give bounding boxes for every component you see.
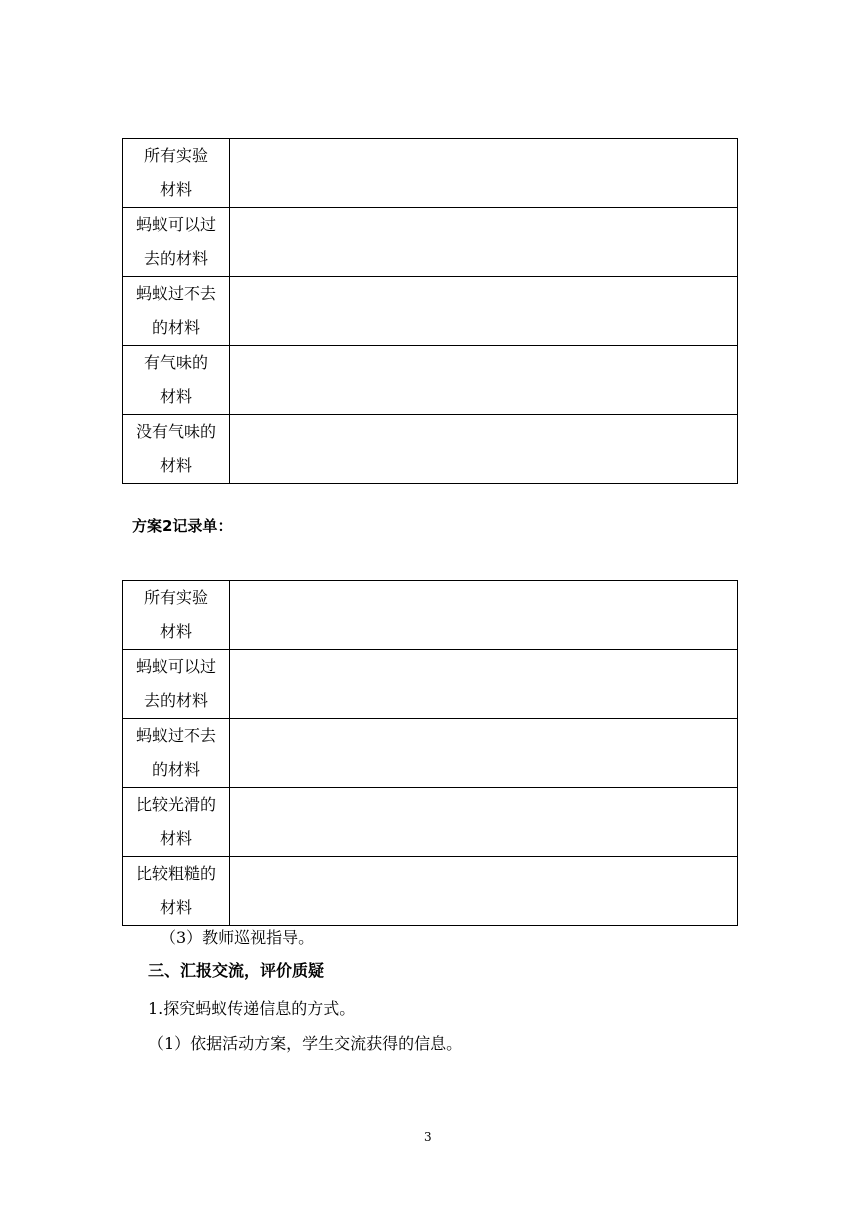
row-value-cell bbox=[230, 719, 738, 788]
row-label-line1: 蚂蚁可以过 bbox=[135, 215, 216, 234]
item1-paragraph: 1.探究蚂蚁传递信息的方式。 bbox=[148, 999, 356, 1018]
row-label-line2: 的材料 bbox=[151, 318, 200, 337]
row-label-line1: 蚂蚁过不去 bbox=[135, 726, 216, 745]
row-label-line1: 所有实验 bbox=[143, 588, 208, 607]
row-label-line2: 材料 bbox=[159, 387, 192, 406]
table-row bbox=[123, 277, 738, 346]
row-label-line2: 去的材料 bbox=[143, 249, 208, 268]
table-row bbox=[123, 139, 738, 208]
page-number: 3 bbox=[424, 1130, 432, 1144]
row-label bbox=[123, 857, 230, 926]
row-value-cell bbox=[230, 208, 738, 277]
record-table-plan2 bbox=[122, 580, 738, 926]
row-label-line1: 有气味的 bbox=[143, 353, 208, 372]
row-label-line1: 蚂蚁过不去 bbox=[135, 284, 216, 303]
row-label bbox=[123, 346, 230, 415]
row-value-cell bbox=[230, 650, 738, 719]
item1-sub-paragraph: （1）依据活动方案，学生交流获得的信息。 bbox=[148, 1034, 463, 1053]
row-label-line2: 材料 bbox=[159, 829, 192, 848]
table-row bbox=[123, 208, 738, 277]
record-table-plan1 bbox=[122, 138, 738, 484]
table-row bbox=[123, 719, 738, 788]
table-row bbox=[123, 346, 738, 415]
row-label-line2: 材料 bbox=[159, 898, 192, 917]
row-value-cell bbox=[230, 139, 738, 208]
row-label bbox=[123, 788, 230, 857]
row-label-line1: 比较光滑的 bbox=[135, 795, 216, 814]
row-label-line1: 没有气味的 bbox=[135, 422, 216, 441]
row-label bbox=[123, 650, 230, 719]
row-label-line1: 所有实验 bbox=[143, 146, 208, 165]
row-label-line2: 材料 bbox=[159, 456, 192, 475]
row-value-cell bbox=[230, 277, 738, 346]
table-row bbox=[123, 415, 738, 484]
row-value-cell bbox=[230, 788, 738, 857]
row-value-cell bbox=[230, 415, 738, 484]
row-label-line2: 去的材料 bbox=[143, 691, 208, 710]
table-row bbox=[123, 581, 738, 650]
plan2-heading: 方案2记录单： bbox=[132, 517, 233, 535]
table-row bbox=[123, 650, 738, 719]
row-value-cell bbox=[230, 581, 738, 650]
row-label-line1: 比较粗糙的 bbox=[135, 864, 216, 883]
row-label bbox=[123, 139, 230, 208]
row-label bbox=[123, 719, 230, 788]
table-row bbox=[123, 857, 738, 926]
step3-paragraph: （3）教师巡视指导。 bbox=[160, 928, 315, 947]
row-label bbox=[123, 208, 230, 277]
table-row bbox=[123, 788, 738, 857]
section3-title: 三、汇报交流，评价质疑 bbox=[148, 961, 325, 980]
row-label-line2: 的材料 bbox=[151, 760, 200, 779]
row-label-line2: 材料 bbox=[159, 622, 192, 641]
row-label-line1: 蚂蚁可以过 bbox=[135, 657, 216, 676]
row-value-cell bbox=[230, 346, 738, 415]
row-value-cell bbox=[230, 857, 738, 926]
row-label-line2: 材料 bbox=[159, 180, 192, 199]
row-label bbox=[123, 415, 230, 484]
row-label bbox=[123, 277, 230, 346]
row-label bbox=[123, 581, 230, 650]
